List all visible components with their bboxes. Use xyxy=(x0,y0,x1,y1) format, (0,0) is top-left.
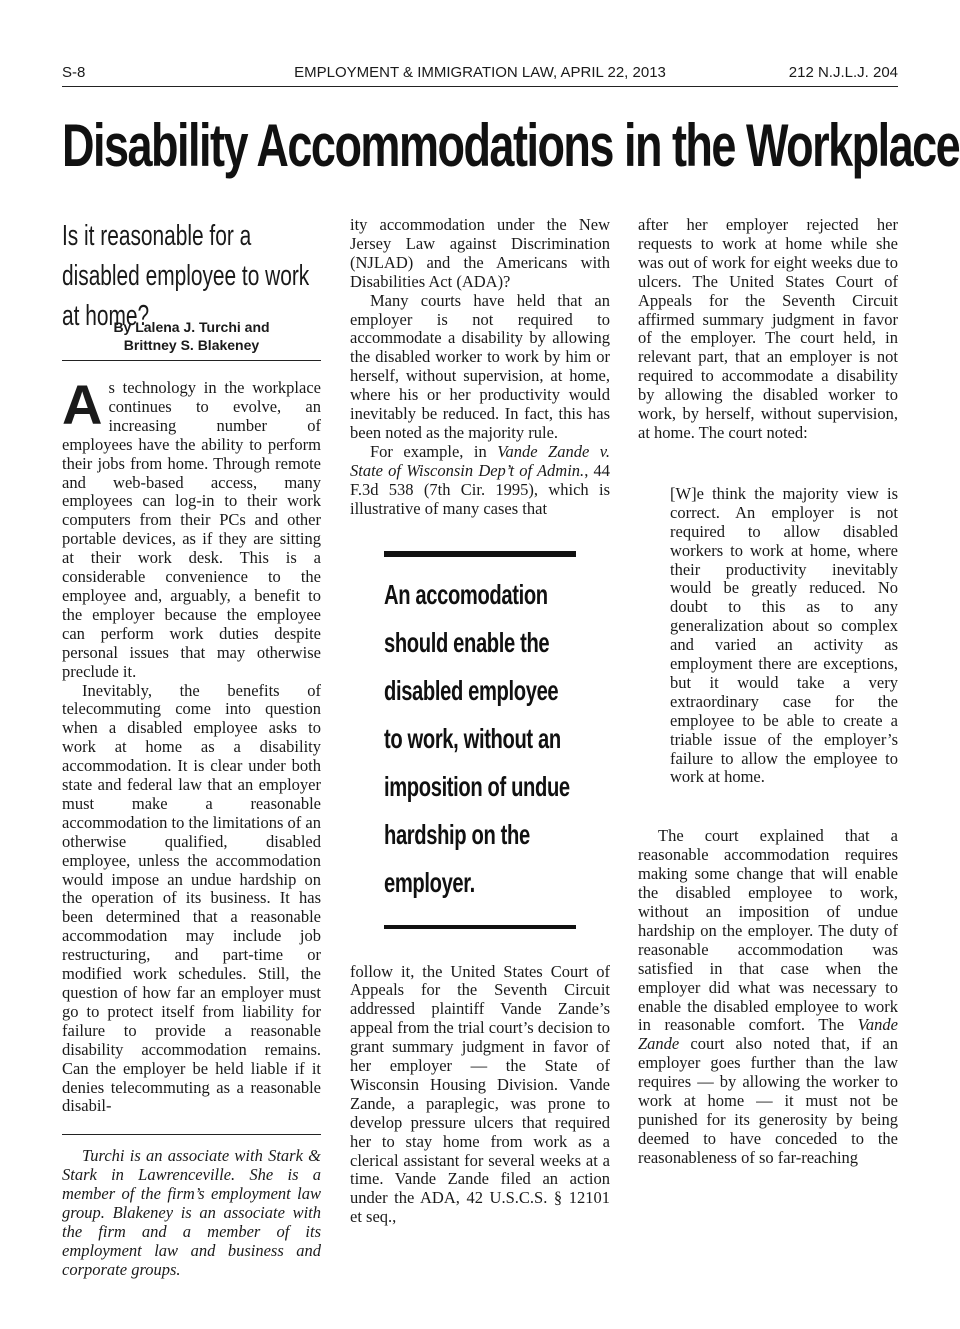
body-paragraph-3: ity accommodation under the New Jersey Law against Discrimination (NJLAD) and the Americans with Disabilities Act (ADA)? xyxy=(350,215,610,291)
body-paragraph-5 xyxy=(350,443,610,519)
author-bio xyxy=(62,1134,321,1279)
body-paragraph-2: Inevitably, the benefits of telecommuting come into question when a disabled employee asks to work at home as a disability accommodation. It is clear under both state and federal law that an employer must make a reasonable accommodation to the limitations of an otherwise qualified, disabled employee, unless the accommodation would impose an undue hardship on the operation of its business. It has been determined that a reasonable accommodation may include job restructuring, and part-time or modified work schedules. Still, the question of how far an employer must go to protect itself from liability for failure to provide a reasonable disability accommodation remains. Can the employer be held liable if it denies telecommuting as a reasonable disabil- xyxy=(62,680,321,1116)
body-paragraph-7: after her employer rejected her requests to work at home while she was out of work for eight weeks due to ulcers. The United States Court of Appeals for the Seventh Circuit affirmed summary judgment in favor of the employer. The court held, in relevant part, that an employer is not required to accommodate a disability by allowing the disabled worker to work, by herself, without supervision, at home. The court noted: xyxy=(638,215,898,442)
column-3 xyxy=(638,216,898,1168)
author-bio-text: Turchi is an associate with Stark & Stark in Lawrenceville. She is a member of the firm’s employment law group. Blakeney is an associate with the firm and a member of its employment law and business and corporate groups. xyxy=(62,1146,321,1279)
body-paragraph-1 xyxy=(62,373,321,682)
byline-line-1: By Lalena J. Turchi and xyxy=(113,319,270,335)
pull-quote xyxy=(384,551,576,929)
body-paragraph-5-rest: , 44 F.3d 538 (7th Cir. 1995), which is illustrative of many cases that xyxy=(350,460,611,518)
byline-line-2: Brittney S. Blakeney xyxy=(123,337,260,353)
page-number: S-8 xyxy=(62,64,86,81)
body-paragraph-4: Many courts have held that an employer is not required to accommodate a disability by allowing the disabled worker to work by him or herself, without supervision, at home, where his or her productivity would inevitably be reduced. In fact, this has been noted as the majority rule. xyxy=(350,290,610,442)
column-1 xyxy=(62,216,321,1280)
body-paragraph-6: follow it, the United States Court of Appeals for the Seventh Circuit addressed plaintiff Vande Zande’s appeal from the trial court’s decision to grant summary judgment in favor of her employer — the State of Wisconsin Housing Division. Vande Zande, a paraplegic, was prone to develop pressure ulcers that required her to stay home from work as a clerical assistant for several weeks at a time. Vande Zande filed an action under the ADA, 42 U.S.C.S. § 12101 et seq., xyxy=(350,961,610,1227)
body-paragraph-5-lead: For example, in xyxy=(370,441,498,461)
body-paragraph-8-rest: court also noted that, if an employer goes further than the law requires — by allowing the worker to work at home — it must not be punished for its generosity by being deemed to have conceded to the reasonableness of so far-reaching xyxy=(638,1034,898,1167)
column-2 xyxy=(350,216,610,1227)
header-rule xyxy=(62,86,898,87)
article-subhead: Is it reasonable for a disabled employee to work at home? xyxy=(62,220,310,332)
pull-quote-text: An accomodation should enable the disabled employee to work, without an imposition of undue hardship on the employer. xyxy=(384,578,570,898)
citation: 212 N.J.L.J. 204 xyxy=(788,64,898,81)
drop-cap: A xyxy=(62,373,103,436)
body-paragraph-8-lead: The court explained that a reasonable accommodation requires making some change that will enable the disabled employee to work, without an imposition of undue hardship on the employer. The duty of reasonable accommodation was satisfied in that case when the employer did what was necessary to enable the disabled employee to work in reasonable comfort. The xyxy=(638,826,898,1035)
body-paragraph-8 xyxy=(638,827,898,1167)
case-name: Vande Zande v. State of Wisconsin Dep’t of Admin. xyxy=(350,441,610,480)
case-name-short: Vande Zande xyxy=(638,1015,898,1054)
court-quotation-text: [W]e think the majority view is correct. An employer is not required to allow disabled workers to work at home, where their productivity inevitably would be greatly reduced. No doubt to this as to any generalization about so complex and varied an activity as employment there are exceptions, but it would take a very extraordinary case for the employee to be able to create a triable issue of the employer’s failure to allow the employee to work at home. xyxy=(670,483,898,787)
publication-line: EMPLOYMENT & IMMIGRATION LAW, APRIL 22, 2013 xyxy=(294,64,666,81)
body-paragraph-1-text: s technology in the workplace continues to evolve, an increasing number of employees have the ability to perform their jobs from home. Through remote and web-based access, many employees can log-in to their work computers from their PCs and other portable devices, as if they are sitting at their work desk. This is a considerable convenience to the employee and, arguably, a benefit to the employer because the employee can perform work duties despite personal issues that may otherwise preclude it. xyxy=(62,378,321,681)
article-headline: Disability Accommodations in the Workplace xyxy=(62,112,960,179)
running-head xyxy=(62,64,898,86)
court-quotation xyxy=(670,485,898,788)
